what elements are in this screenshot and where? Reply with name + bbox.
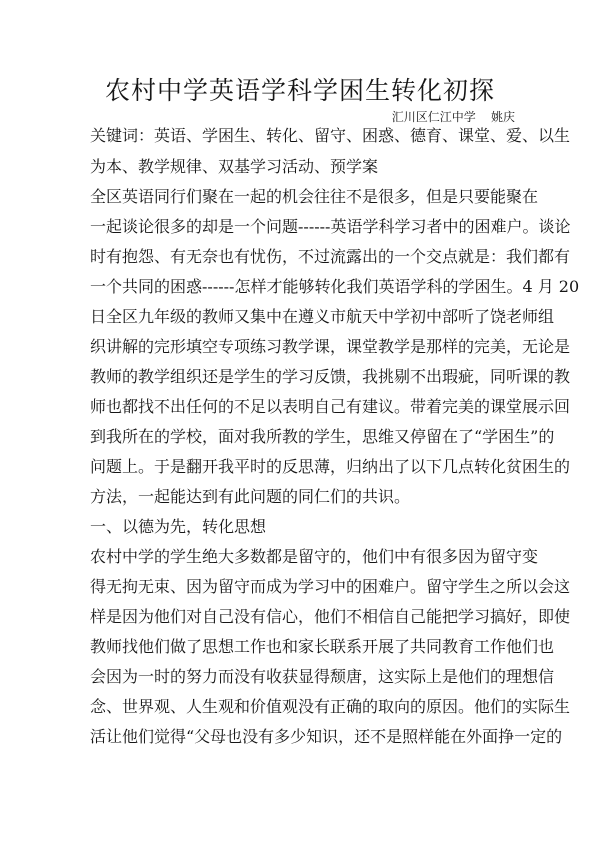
body-line: 方法，一起能达到有此问题的同仁们的共识。: [90, 487, 411, 506]
body-line: 问题上。于是翻开我平时的反思薄，归纳出了以下几点转化贫困生的: [90, 457, 571, 476]
body-line: 得无拘无束、因为留守而成为学习中的困难户。留守学生之所以会这: [90, 577, 571, 596]
body-line: 活让他们觉得“父母也没有多少知识，还不是照样能在外面挣一定的: [90, 727, 563, 746]
body-line: 教师的教学组织还是学生的学习反馈，我挑剔不出瑕疵，同听课的教: [90, 367, 571, 386]
body-line: 样是因为他们对自己没有信心，他们不相信自己能把学习搞好，即使: [90, 607, 571, 626]
section-heading: 一、以德为先，转化思想: [90, 517, 267, 536]
keywords-line-2: 为本、教学规律、双基学习活动、预学案: [90, 157, 379, 176]
body-line: 全区英语同行们聚在一起的机会往往不是很多，但是只要能聚在: [90, 187, 539, 206]
body-line: 农村中学的学生绝大多数都是留守的，他们中有很多因为留守变: [90, 547, 539, 566]
body-line: 织讲解的完形填空专项练习教学课，课堂教学是那样的完美，无论是: [90, 337, 571, 356]
body-line: 时有抱怨、有无奈也有忧伤，不过流露出的一个交点就是：我们都有: [90, 247, 571, 266]
body-line: 到我所在的学校，面对我所教的学生，思维又停留在了“学困生”的: [90, 427, 555, 446]
body-line: 师也都找不出任何的不足以表明自己有建议。带着完美的课堂展示回: [90, 397, 571, 416]
document-title: 农村中学英语学科学困生转化初探: [104, 76, 495, 105]
keywords-line-1: 关键词：英语、学困生、转化、留守、困惑、德育、课堂、爱、以生: [90, 126, 571, 145]
body-line: 念、世界观、人生观和价值观没有正确的取向的原因。他们的实际生: [90, 697, 571, 716]
body-line: 一起谈论很多的却是一个问题------英语学科学习者中的困难户。谈论: [90, 217, 571, 236]
body-line: 教师找他们做了思想工作也和家长联系开展了共同教育工作他们也: [90, 637, 555, 656]
body-line: 一个共同的困惑------怎样才能够转化我们英语学科的学困生。4 月 20: [90, 277, 580, 296]
body-line: 日全区九年级的教师又集中在遵义市航天中学初中部听了饶老师组: [90, 307, 555, 326]
body-line: 会因为一时的努力而没有收获显得颓唐，这实际上是他们的理想信: [90, 667, 555, 686]
author-line: 汇川区仁江中学 姚庆: [391, 110, 515, 124]
